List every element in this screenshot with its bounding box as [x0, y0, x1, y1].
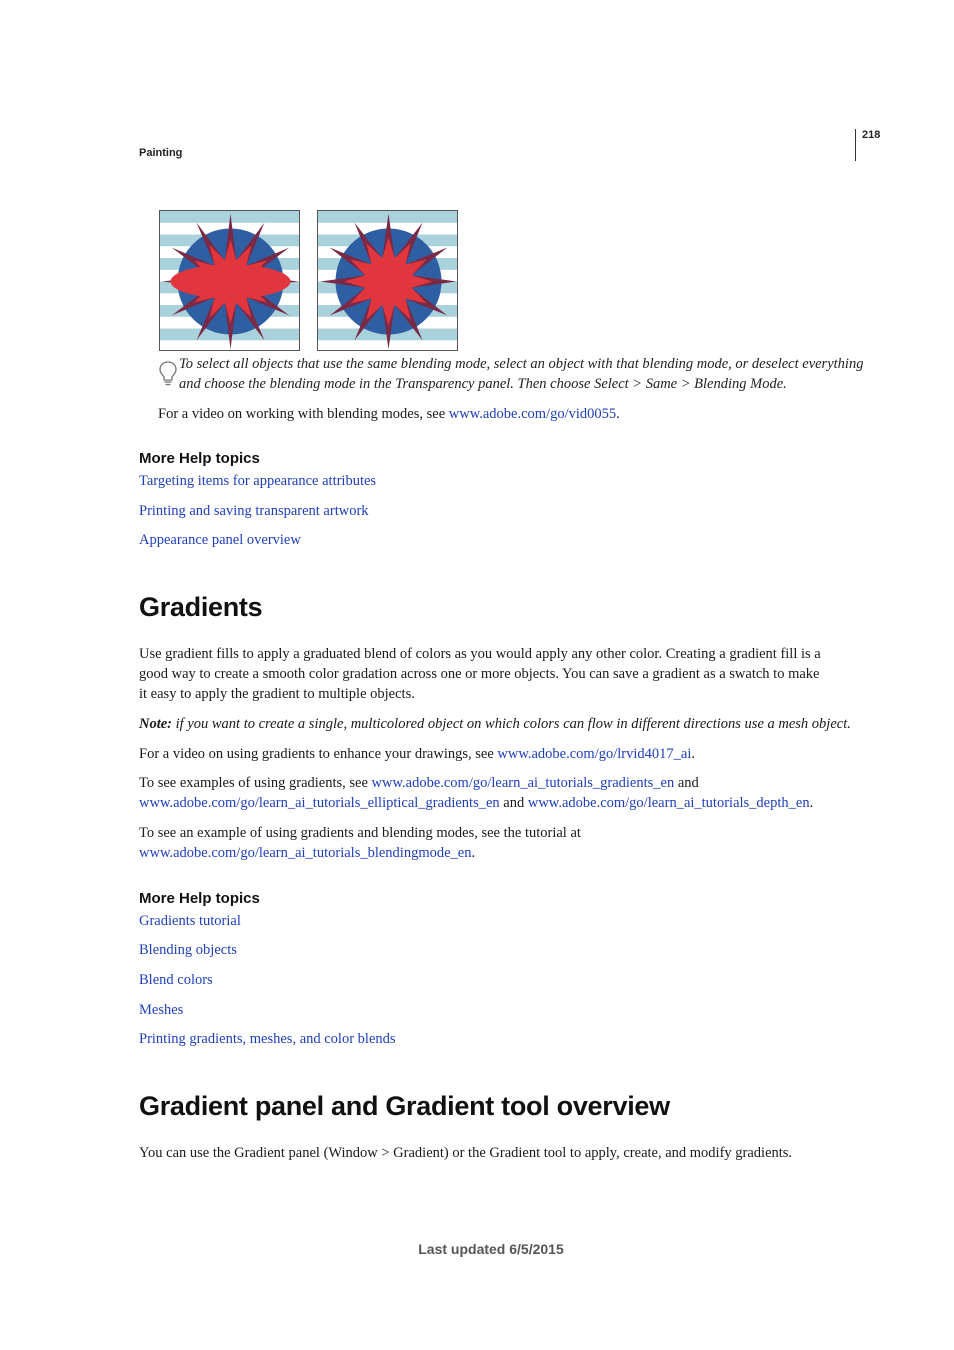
tip-text [179, 354, 869, 394]
gradients-intro-line-1: Use gradient fills to apply a graduated blend of colors as you would apply any other color. Creating a gradient fill is a [139, 646, 821, 662]
gradients-examples-link-3[interactable]: www.adobe.com/go/learn_ai_tutorials_depth_en [527, 795, 810, 811]
gradients-examples-and-2: and [499, 795, 528, 811]
gradients-examples-prefix: To see examples of using gradients, see [139, 775, 372, 791]
gradients-examples-link-1[interactable]: www.adobe.com/go/learn_ai_tutorials_gradients_en [371, 775, 675, 791]
gradients-intro-line-3: it easy to apply the gradient to multiple objects. [139, 686, 415, 702]
help-link-meshes[interactable]: Meshes [139, 1002, 184, 1018]
gradients-video-paragraph [139, 744, 695, 764]
gradients-examples-suffix: . [809, 795, 814, 811]
help-link-blending-objects[interactable]: Blending objects [139, 942, 237, 958]
note-text: if you want to create a single, multicolored object on which colors can flow in different directions use a mesh object. [172, 716, 851, 732]
more-help-heading-2: More Help topics [139, 890, 260, 907]
lightbulb-icon [158, 360, 178, 388]
blend-figure-left [159, 210, 300, 351]
gradients-tutorial-suffix: . [471, 845, 476, 861]
help-link-appearance-panel[interactable]: Appearance panel overview [139, 532, 301, 548]
gradients-tutorial-line-2 [139, 843, 869, 863]
gradients-tutorial-paragraph [139, 823, 869, 863]
footer-last-updated: Last updated 6/5/2015 [418, 1241, 564, 1257]
blend-figure-right-art [318, 211, 458, 351]
blend-figure-left-art [160, 211, 300, 351]
help-link-printing-transparent[interactable]: Printing and saving transparent artwork [139, 503, 369, 519]
gradients-tutorial-line-1: To see an example of using gradients and blending modes, see the tutorial at [139, 825, 581, 841]
running-header-section: Painting [139, 147, 183, 159]
video-blending-paragraph [158, 404, 620, 424]
gradients-video-prefix: For a video on using gradients to enhance your drawings, see [139, 746, 498, 762]
gradient-panel-paragraph: You can use the Gradient panel (Window > Gradient) or the Gradient tool to apply, create, and modify gradients. [139, 1145, 793, 1161]
figure-red-center [365, 258, 413, 306]
video-blending-link[interactable]: www.adobe.com/go/vid0055 [448, 406, 617, 422]
gradients-intro-paragraph [139, 644, 869, 704]
gradients-examples-and-1: and [674, 775, 699, 791]
more-help-heading-1: More Help topics [139, 450, 260, 467]
video-blending-prefix: For a video on working with blending modes, see [158, 406, 449, 422]
gradients-note [139, 714, 869, 734]
gradients-examples-line-2 [139, 793, 869, 813]
gradients-intro-line-2: good way to create a smooth color gradation across one or more objects. You can save a gradient as a swatch to make [139, 666, 820, 682]
gradients-video-suffix: . [691, 746, 695, 762]
video-blending-suffix: . [616, 406, 620, 422]
page-number: 218 [862, 129, 881, 141]
blend-figure-right [317, 210, 458, 351]
note-label: Note: [139, 716, 173, 732]
gradients-tutorial-link[interactable]: www.adobe.com/go/learn_ai_tutorials_blendingmode_en [139, 845, 472, 861]
gradients-examples-line-1 [139, 773, 869, 793]
gradient-panel-heading: Gradient panel and Gradient tool overview [139, 1091, 670, 1121]
help-link-printing-gradients[interactable]: Printing gradients, meshes, and color blends [139, 1031, 396, 1047]
header-divider [855, 129, 856, 161]
gradients-examples-paragraph [139, 773, 869, 813]
help-link-targeting-items[interactable]: Targeting items for appearance attributes [139, 473, 377, 489]
gradients-heading: Gradients [139, 592, 263, 622]
gradients-video-link[interactable]: www.adobe.com/go/lrvid4017_ai [497, 746, 692, 762]
tip-line-2: and choose the blending mode in the Transparency panel. Then choose Select > Same > Blending Mode. [179, 376, 787, 392]
gradients-examples-link-2[interactable]: www.adobe.com/go/learn_ai_tutorials_elliptical_gradients_en [139, 795, 500, 811]
tip-line-1: To select all objects that use the same blending mode, select an object with that blending mode, or deselect everything [179, 356, 864, 372]
help-link-blend-colors[interactable]: Blend colors [139, 972, 213, 988]
help-link-gradients-tutorial[interactable]: Gradients tutorial [139, 913, 241, 929]
